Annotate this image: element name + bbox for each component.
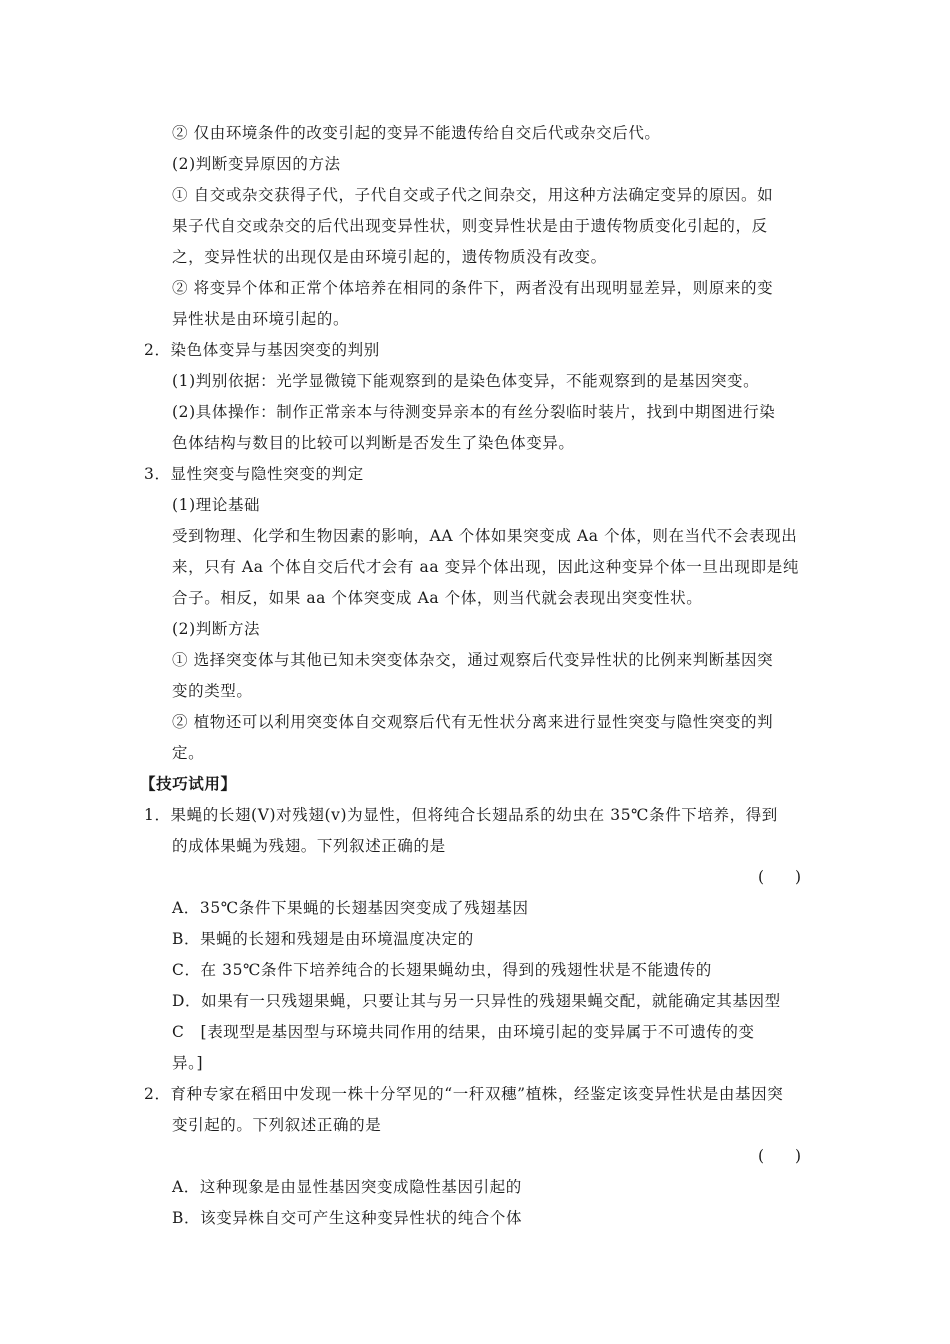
option-a: A．这种现象是由显性基因突变成隐性基因引起的 <box>172 1178 522 1196</box>
question-stem: 2．育种专家在稻田中发现一株十分罕见的“一秆双穗”植株，经鉴定该变异性状是由基因突 <box>144 1085 784 1103</box>
text-line: ② 仅由环境条件的改变引起的变异不能遗传给自交后代或杂交后代。 <box>172 124 661 142</box>
subheading: (2)判断方法 <box>172 620 261 638</box>
section-heading: 3．显性突变与隐性突变的判定 <box>144 465 364 483</box>
text-line: 受到物理、化学和生物因素的影响，AA 个体如果突变成 Aa 个体，则在当代不会表现出 <box>172 527 798 545</box>
answer-explanation: C [表现型是基因型与环境共同作用的结果，由环境引起的变异属于不可遗传的变 <box>172 1023 755 1041</box>
option-d: D．如果有一只残翅果蝇，只要让其与另一只异性的残翅果蝇交配，就能确定其基因型 <box>172 992 781 1010</box>
text-line: 来，只有 Aa 个体自交后代才会有 aa 变异个体出现，因此这种变异个体一旦出现即是纯 <box>172 558 799 576</box>
answer-explanation: 异。] <box>172 1054 204 1072</box>
answer-blank: ( ) <box>758 868 802 886</box>
text-line: 色体结构与数目的比较可以判断是否发生了染色体变异。 <box>172 434 575 452</box>
question-stem: 的成体果蝇为残翅。下列叙述正确的是 <box>172 837 446 855</box>
text-line: 合子。相反，如果 aa 个体突变成 Aa 个体，则当代就会表现出突变性状。 <box>172 589 703 607</box>
subheading: (2)判断变异原因的方法 <box>172 155 341 173</box>
text-line: 异性状是由环境引起的。 <box>172 310 350 328</box>
option-c: C．在 35℃条件下培养纯合的长翅果蝇幼虫，得到的残翅性状是不能遗传的 <box>172 961 712 979</box>
text-line: ① 自交或杂交获得子代，子代自交或子代之间杂交，用这种方法确定变异的原因。如 <box>172 186 774 204</box>
text-line: 定。 <box>172 744 205 762</box>
question-stem: 1．果蝇的长翅(V)对残翅(v)为显性，但将纯合长翅品系的幼虫在 35℃条件下培养，得到 <box>144 806 778 824</box>
text-line: 果子代自交或杂交的后代出现变异性状，则变异性状是由于遗传物质变化引起的，反 <box>172 217 768 235</box>
section-heading: 【技巧试用】 <box>140 774 237 793</box>
text-line: 之，变异性状的出现仅是由环境引起的，遗传物质没有改变。 <box>172 248 607 266</box>
text-line: ② 将变异个体和正常个体培养在相同的条件下，两者没有出现明显差异，则原来的变 <box>172 279 774 297</box>
option-a: A．35℃条件下果蝇的长翅基因突变成了残翅基因 <box>172 899 529 917</box>
text-line: ① 选择突变体与其他已知未突变体杂交，通过观察后代变异性状的比例来判断基因突 <box>172 651 774 669</box>
text-line: (1)判别依据：光学显微镜下能观察到的是染色体变异，不能观察到的是基因突变。 <box>172 372 760 390</box>
text-line: ② 植物还可以利用突变体自交观察后代有无性状分离来进行显性突变与隐性突变的判 <box>172 713 774 731</box>
option-b: B．果蝇的长翅和残翅是由环境温度决定的 <box>172 930 474 948</box>
subheading: (1)理论基础 <box>172 496 261 514</box>
question-stem: 变引起的。下列叙述正确的是 <box>172 1116 382 1134</box>
answer-blank: ( ) <box>758 1147 802 1165</box>
text-line: 变的类型。 <box>172 682 253 700</box>
section-heading: 2．染色体变异与基因突变的判别 <box>144 341 380 359</box>
text-line: (2)具体操作：制作正常亲本与待测变异亲本的有丝分裂临时装片，找到中期图进行染 <box>172 403 776 421</box>
option-b: B．该变异株自交可产生这种变异性状的纯合个体 <box>172 1209 523 1227</box>
